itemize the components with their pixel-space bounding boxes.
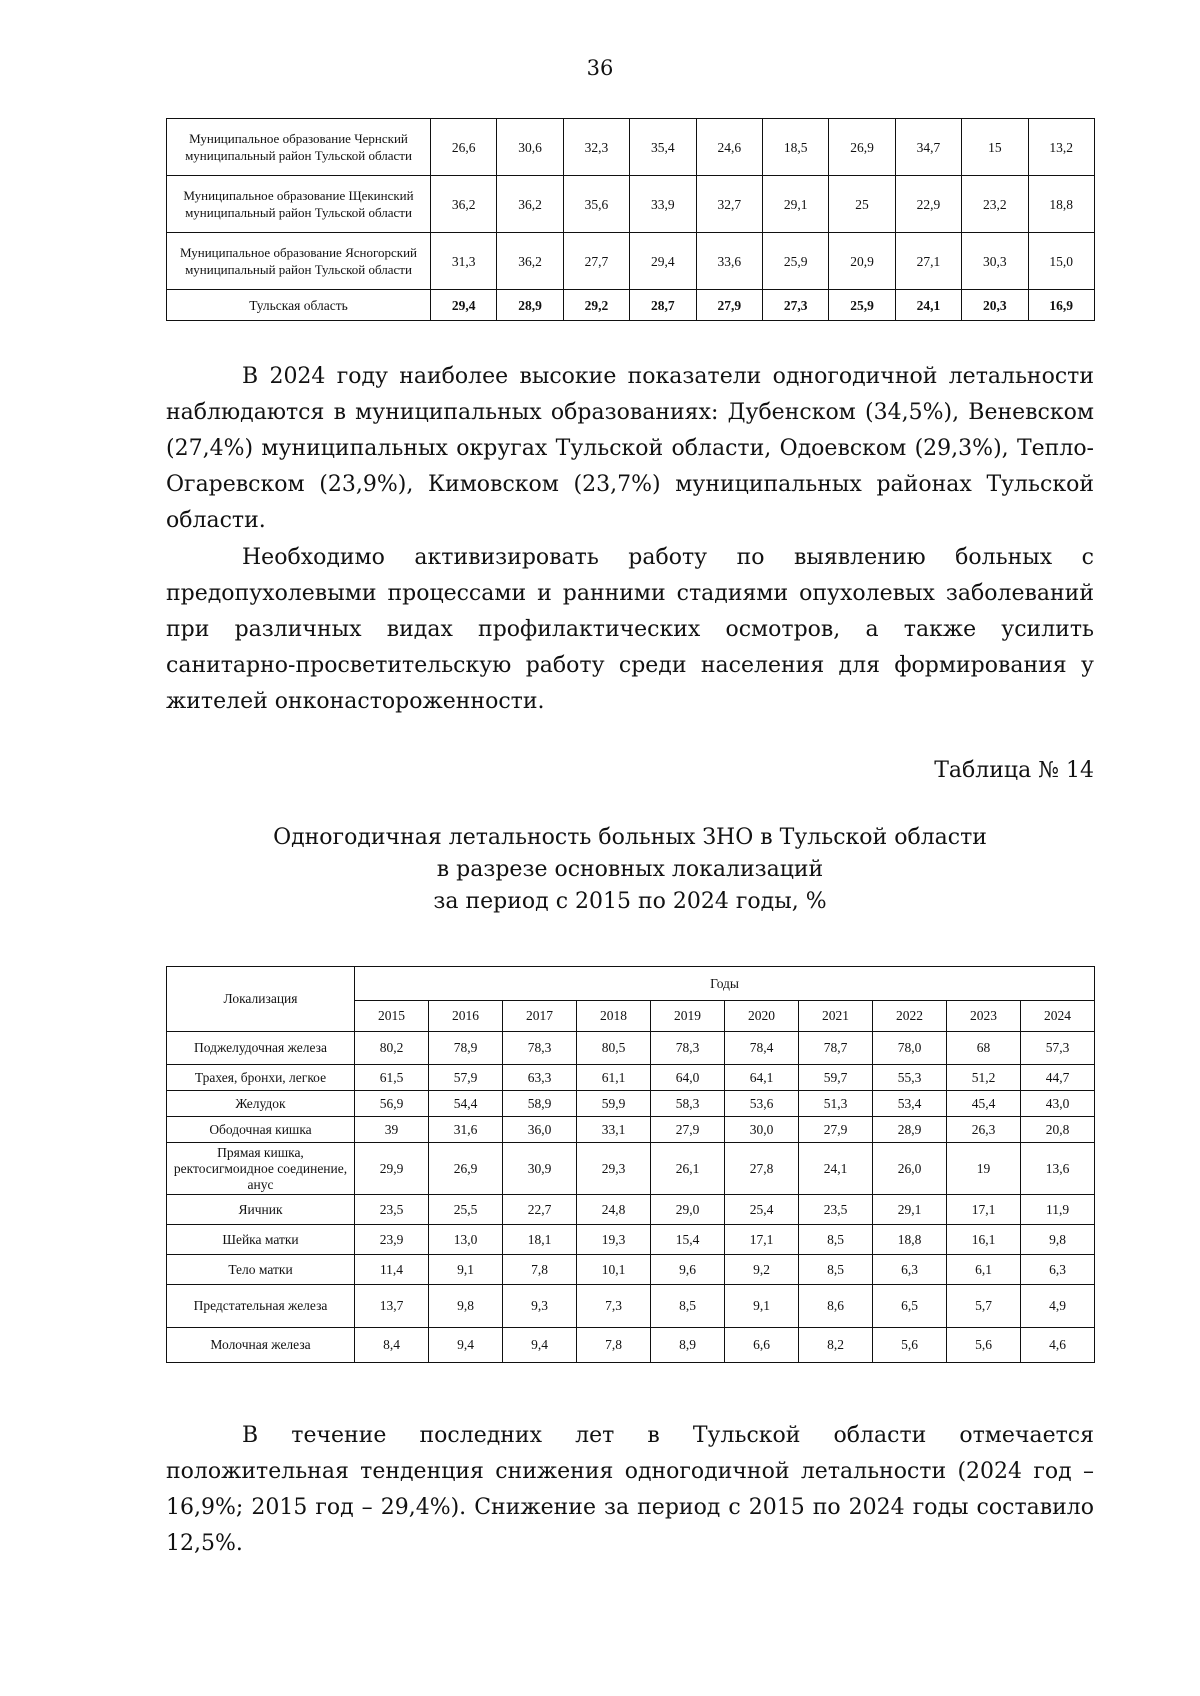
table-cell: 61,1 <box>577 1065 651 1091</box>
table-cell: 29,1 <box>873 1195 947 1225</box>
table-cell: 16,1 <box>947 1225 1021 1255</box>
table-cell: 26,6 <box>431 119 497 176</box>
table-cell: 53,6 <box>725 1091 799 1117</box>
table-cell: 10,1 <box>577 1255 651 1285</box>
table-cell: 8,9 <box>651 1328 725 1363</box>
table-cell: 24,1 <box>799 1143 873 1195</box>
table-cell: 36,0 <box>503 1117 577 1143</box>
row-label: Трахея, бронхи, легкое <box>167 1065 355 1091</box>
table-cell: 7,3 <box>577 1285 651 1328</box>
table-cell: 51,3 <box>799 1091 873 1117</box>
table-cell: 18,5 <box>762 119 828 176</box>
table-cell: 15,0 <box>1028 233 1094 290</box>
total-row <box>167 290 1095 321</box>
table-cell: 9,1 <box>429 1255 503 1285</box>
table-cell: 9,1 <box>725 1285 799 1328</box>
table-row <box>167 1032 1095 1065</box>
table-cell: 78,7 <box>799 1032 873 1065</box>
table-row <box>167 1195 1095 1225</box>
table-cell: 54,4 <box>429 1091 503 1117</box>
table-cell: 78,3 <box>503 1032 577 1065</box>
row-label: Молочная железа <box>167 1328 355 1363</box>
table-cell: 29,4 <box>630 233 696 290</box>
table-cell: 56,9 <box>355 1091 429 1117</box>
total-cell: 16,9 <box>1028 290 1094 321</box>
table-cell: 9,4 <box>503 1328 577 1363</box>
table-cell: 8,2 <box>799 1328 873 1363</box>
total-cell: 20,3 <box>962 290 1028 321</box>
table-caption <box>166 822 1094 918</box>
table-cell: 78,0 <box>873 1032 947 1065</box>
table-cell: 23,2 <box>962 176 1028 233</box>
table-cell: 13,6 <box>1021 1143 1095 1195</box>
table-cell: 45,4 <box>947 1091 1021 1117</box>
table-cell: 15 <box>962 119 1028 176</box>
table-cell: 39 <box>355 1117 429 1143</box>
header-year: 2024 <box>1021 1001 1095 1032</box>
row-label: Предстательная железа <box>167 1285 355 1328</box>
table-cell: 18,1 <box>503 1225 577 1255</box>
table-cell: 6,5 <box>873 1285 947 1328</box>
total-cell: 25,9 <box>829 290 895 321</box>
table-cell: 31,6 <box>429 1117 503 1143</box>
table-cell: 30,3 <box>962 233 1028 290</box>
table-cell: 31,3 <box>431 233 497 290</box>
table-cell: 22,9 <box>895 176 961 233</box>
table-cell: 34,7 <box>895 119 961 176</box>
table-cell: 8,5 <box>799 1225 873 1255</box>
row-label: Поджелудочная железа <box>167 1032 355 1065</box>
table-cell: 27,8 <box>725 1143 799 1195</box>
row-label: Шейка матки <box>167 1225 355 1255</box>
table-cell: 80,5 <box>577 1032 651 1065</box>
table-cell: 29,0 <box>651 1195 725 1225</box>
table-cell: 25,5 <box>429 1195 503 1225</box>
table-cell: 5,6 <box>947 1328 1021 1363</box>
table-cell: 7,8 <box>503 1255 577 1285</box>
table-cell: 9,4 <box>429 1328 503 1363</box>
table-cell: 6,1 <box>947 1255 1021 1285</box>
table-cell: 30,9 <box>503 1143 577 1195</box>
table-cell: 6,6 <box>725 1328 799 1363</box>
paragraph-text: В 2024 году наиболее высокие показатели одногодичной летальности наблюдаются в муниципальных образованиях: Дубенском (34,5%), Веневском (27,4%) муниципальных округах Тульской области, Одоевском (29,3%), Тепло-Огаревском (23,9%), Кимовском (23,7%) муниципальных районах Тульской области. <box>166 364 1094 533</box>
table-cell: 13,7 <box>355 1285 429 1328</box>
table-row <box>167 1255 1095 1285</box>
table-cell: 53,4 <box>873 1091 947 1117</box>
table-cell: 25 <box>829 176 895 233</box>
table-cell: 25,9 <box>762 233 828 290</box>
paragraph-highest-mortality <box>166 359 1094 539</box>
row-label: Муниципальное образование Щекинский муниципальный район Тульской области <box>167 176 431 233</box>
table-cell: 26,3 <box>947 1117 1021 1143</box>
table-cell: 17,1 <box>725 1225 799 1255</box>
table-cell: 61,5 <box>355 1065 429 1091</box>
table-cell: 18,8 <box>1028 176 1094 233</box>
total-cell: 27,3 <box>762 290 828 321</box>
header-year: 2017 <box>503 1001 577 1032</box>
table-cell: 9,3 <box>503 1285 577 1328</box>
table-row <box>167 119 1095 176</box>
table-cell: 27,9 <box>651 1117 725 1143</box>
table-cell: 78,9 <box>429 1032 503 1065</box>
total-cell: 28,7 <box>630 290 696 321</box>
table-cell: 25,4 <box>725 1195 799 1225</box>
table-cell: 11,9 <box>1021 1195 1095 1225</box>
table-cell: 15,4 <box>651 1225 725 1255</box>
table-cell: 36,2 <box>497 176 563 233</box>
municipal-mortality-table <box>166 118 1095 321</box>
table-row <box>167 1065 1095 1091</box>
table-cell: 20,9 <box>829 233 895 290</box>
table-cell: 43,0 <box>1021 1091 1095 1117</box>
table-cell: 27,9 <box>799 1117 873 1143</box>
table-cell: 13,2 <box>1028 119 1094 176</box>
row-label: Ободочная кишка <box>167 1117 355 1143</box>
row-label: Прямая кишка, ректосигмоидное соединение, анус <box>167 1143 355 1195</box>
table-cell: 11,4 <box>355 1255 429 1285</box>
caption-line-2: в разрезе основных локализаций <box>436 857 824 882</box>
table-cell: 23,5 <box>355 1195 429 1225</box>
table-cell: 29,9 <box>355 1143 429 1195</box>
total-cell: 28,9 <box>497 290 563 321</box>
caption-line-3: за период с 2015 по 2024 годы, % <box>433 889 827 914</box>
table-row <box>167 233 1095 290</box>
header-year: 2022 <box>873 1001 947 1032</box>
header-year: 2018 <box>577 1001 651 1032</box>
total-row-label: Тульская область <box>167 290 431 321</box>
table-cell: 9,8 <box>1021 1225 1095 1255</box>
table-cell: 18,8 <box>873 1225 947 1255</box>
table-cell: 26,9 <box>429 1143 503 1195</box>
table-cell: 58,9 <box>503 1091 577 1117</box>
total-cell: 29,2 <box>563 290 629 321</box>
header-year: 2023 <box>947 1001 1021 1032</box>
table-cell: 17,1 <box>947 1195 1021 1225</box>
table-row <box>167 1285 1095 1328</box>
table-row <box>167 176 1095 233</box>
table-cell: 35,4 <box>630 119 696 176</box>
row-label: Муниципальное образование Чернский муниципальный район Тульской области <box>167 119 431 176</box>
table-row <box>167 1328 1095 1363</box>
header-year: 2016 <box>429 1001 503 1032</box>
table-cell: 20,8 <box>1021 1117 1095 1143</box>
paragraph-text: В течение последних лет в Тульской области отмечается положительная тенденция снижения одногодичной летальности (2024 год – 16,9%; 2015 год – 29,4%). Снижение за период с 2015 по 2024 годы составило 12,5%. <box>166 1423 1094 1556</box>
row-label: Желудок <box>167 1091 355 1117</box>
table-row <box>167 1117 1095 1143</box>
table-cell: 63,3 <box>503 1065 577 1091</box>
table-cell: 24,8 <box>577 1195 651 1225</box>
table-cell: 27,1 <box>895 233 961 290</box>
table-cell: 26,9 <box>829 119 895 176</box>
table-cell: 23,5 <box>799 1195 873 1225</box>
table-cell: 8,6 <box>799 1285 873 1328</box>
row-label: Тело матки <box>167 1255 355 1285</box>
table-row <box>167 1143 1095 1195</box>
table-cell: 36,2 <box>497 233 563 290</box>
table-cell: 58,3 <box>651 1091 725 1117</box>
table-cell: 33,1 <box>577 1117 651 1143</box>
table-cell: 5,7 <box>947 1285 1021 1328</box>
table-cell: 30,6 <box>497 119 563 176</box>
table-cell: 13,0 <box>429 1225 503 1255</box>
page-number: 36 <box>586 56 614 80</box>
localization-mortality-table <box>166 966 1095 1363</box>
table-cell: 78,3 <box>651 1032 725 1065</box>
table-cell: 59,9 <box>577 1091 651 1117</box>
table-cell: 59,7 <box>799 1065 873 1091</box>
paragraph-text: Необходимо активизировать работу по выявлению больных с предопухолевыми процессами и ранними стадиями опухолевых заболеваний при различных видах профилактических осмотров, а также усилить санитарно-просветительскую работу среди населения для формирования у жителей онконастороженности. <box>166 545 1094 714</box>
table-cell: 28,9 <box>873 1117 947 1143</box>
table-cell: 22,7 <box>503 1195 577 1225</box>
table-cell: 29,3 <box>577 1143 651 1195</box>
table-cell: 24,6 <box>696 119 762 176</box>
table-cell: 23,9 <box>355 1225 429 1255</box>
table-number-label: Таблица № 14 <box>934 758 1094 783</box>
table-cell: 8,4 <box>355 1328 429 1363</box>
table-cell: 9,2 <box>725 1255 799 1285</box>
row-label: Яичник <box>167 1195 355 1225</box>
header-years: Годы <box>355 967 1095 1001</box>
header-year: 2015 <box>355 1001 429 1032</box>
table-cell: 26,1 <box>651 1143 725 1195</box>
row-label: Муниципальное образование Ясногорский муниципальный район Тульской области <box>167 233 431 290</box>
table-cell: 6,3 <box>873 1255 947 1285</box>
paragraph-trend <box>166 1418 1094 1562</box>
table-header <box>167 967 1095 1032</box>
header-year: 2020 <box>725 1001 799 1032</box>
table-row <box>167 1091 1095 1117</box>
table-cell: 6,3 <box>1021 1255 1095 1285</box>
table-cell: 78,4 <box>725 1032 799 1065</box>
table-cell: 36,2 <box>431 176 497 233</box>
table-cell: 30,0 <box>725 1117 799 1143</box>
table-row <box>167 1225 1095 1255</box>
table-cell: 29,1 <box>762 176 828 233</box>
table-cell: 64,1 <box>725 1065 799 1091</box>
paragraph-recommendations <box>166 540 1094 720</box>
table-cell: 8,5 <box>651 1285 725 1328</box>
table-cell: 5,6 <box>873 1328 947 1363</box>
table-cell: 19 <box>947 1143 1021 1195</box>
table-cell: 64,0 <box>651 1065 725 1091</box>
header-row-1 <box>167 967 1095 1001</box>
caption-line-1: Одногодичная летальность больных ЗНО в Тульской области <box>273 825 987 850</box>
header-year: 2019 <box>651 1001 725 1032</box>
table-cell: 32,3 <box>563 119 629 176</box>
table-cell: 32,7 <box>696 176 762 233</box>
table-cell: 57,3 <box>1021 1032 1095 1065</box>
table-cell: 9,6 <box>651 1255 725 1285</box>
header-localization: Локализация <box>167 967 355 1032</box>
table-cell: 26,0 <box>873 1143 947 1195</box>
table-cell: 33,6 <box>696 233 762 290</box>
table-cell: 9,8 <box>429 1285 503 1328</box>
table-cell: 55,3 <box>873 1065 947 1091</box>
table-cell: 4,9 <box>1021 1285 1095 1328</box>
table-cell: 7,8 <box>577 1328 651 1363</box>
localization-table-body <box>167 1032 1095 1363</box>
table-cell: 33,9 <box>630 176 696 233</box>
header-year: 2021 <box>799 1001 873 1032</box>
table-cell: 19,3 <box>577 1225 651 1255</box>
total-cell: 29,4 <box>431 290 497 321</box>
table-cell: 4,6 <box>1021 1328 1095 1363</box>
table-cell: 27,7 <box>563 233 629 290</box>
table-cell: 35,6 <box>563 176 629 233</box>
table-cell: 57,9 <box>429 1065 503 1091</box>
table-cell: 51,2 <box>947 1065 1021 1091</box>
table-cell: 68 <box>947 1032 1021 1065</box>
total-cell: 27,9 <box>696 290 762 321</box>
table-cell: 80,2 <box>355 1032 429 1065</box>
table-cell: 8,5 <box>799 1255 873 1285</box>
total-cell: 24,1 <box>895 290 961 321</box>
table-cell: 44,7 <box>1021 1065 1095 1091</box>
municipal-table-body <box>167 119 1095 321</box>
